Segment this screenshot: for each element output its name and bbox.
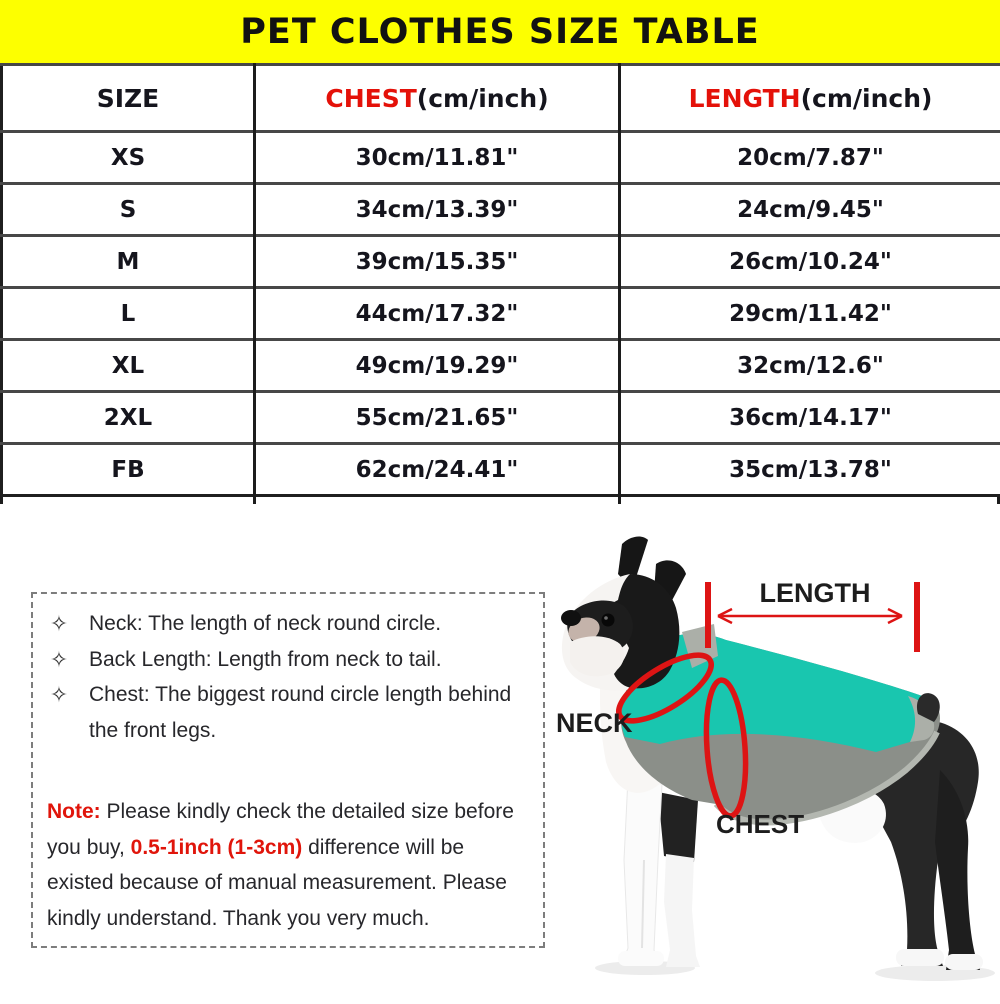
table-edge-stub: [0, 497, 3, 504]
size-cell: 2XL: [2, 392, 255, 444]
size-cell: S: [2, 184, 255, 236]
chest-cell: 30cm/11.81": [255, 132, 620, 184]
table-edge-stub: [253, 497, 256, 504]
table-row: [2, 444, 1000, 496]
table-row: [2, 288, 1000, 340]
note-bullet-item: [45, 677, 535, 748]
size-cell: M: [2, 236, 255, 288]
diamond-bullet-icon: ✧: [45, 642, 73, 678]
length-cell: 35cm/13.78": [620, 444, 1000, 496]
chest-cell: 44cm/17.32": [255, 288, 620, 340]
note-label: Note:: [47, 800, 101, 823]
chest-cell: 55cm/21.65": [255, 392, 620, 444]
note-bullet-item: [45, 642, 535, 678]
table-row: [2, 132, 1000, 184]
table-edge-stub: [618, 497, 621, 504]
table-row: [2, 236, 1000, 288]
title-banner: [0, 0, 1000, 63]
table-row: [2, 340, 1000, 392]
diamond-bullet-icon: ✧: [45, 677, 73, 713]
tolerance-value: 0.5-1inch (1-3cm): [131, 836, 303, 859]
length-cell: 20cm/7.87": [620, 132, 1000, 184]
note-bullet-item: [45, 606, 535, 642]
table-row: [2, 184, 1000, 236]
note-text: Chest: The biggest round circle length behind the front legs.: [89, 677, 535, 748]
page-title: PET CLOTHES SIZE TABLE: [240, 12, 759, 52]
note-text: Back Length: Length from neck to tail.: [89, 642, 535, 678]
length-cell: 32cm/12.6": [620, 340, 1000, 392]
size-table: [0, 63, 1000, 497]
chest-cell: 39cm/15.35": [255, 236, 620, 288]
size-disclaimer: Note: Please kindly check the detailed size before you buy, 0.5-1inch (1-3cm) difference will be existed because of manual measurement. Please kindly understand. Thank you very much.: [47, 794, 535, 936]
header-length: LENGTH(cm/inch): [620, 65, 1000, 132]
chest-label: CHEST: [716, 809, 804, 840]
length-cell: 29cm/11.42": [620, 288, 1000, 340]
chest-cell: 62cm/24.41": [255, 444, 620, 496]
chest-cell: 49cm/19.29": [255, 340, 620, 392]
measurement-notes-box: [31, 592, 545, 948]
diamond-bullet-icon: ✧: [45, 606, 73, 642]
note-text: Neck: The length of neck round circle.: [89, 606, 535, 642]
size-cell: L: [2, 288, 255, 340]
length-label: LENGTH: [740, 578, 890, 609]
size-cell: XS: [2, 132, 255, 184]
size-cell: XL: [2, 340, 255, 392]
table-row: [2, 392, 1000, 444]
table-header-row: [2, 65, 1000, 132]
length-cell: 36cm/14.17": [620, 392, 1000, 444]
size-cell: FB: [2, 444, 255, 496]
length-cell: 24cm/9.45": [620, 184, 1000, 236]
neck-label: NECK: [556, 708, 633, 739]
header-chest: CHEST(cm/inch): [255, 65, 620, 132]
header-size: SIZE: [2, 65, 255, 132]
length-cell: 26cm/10.24": [620, 236, 1000, 288]
chest-cell: 34cm/13.39": [255, 184, 620, 236]
